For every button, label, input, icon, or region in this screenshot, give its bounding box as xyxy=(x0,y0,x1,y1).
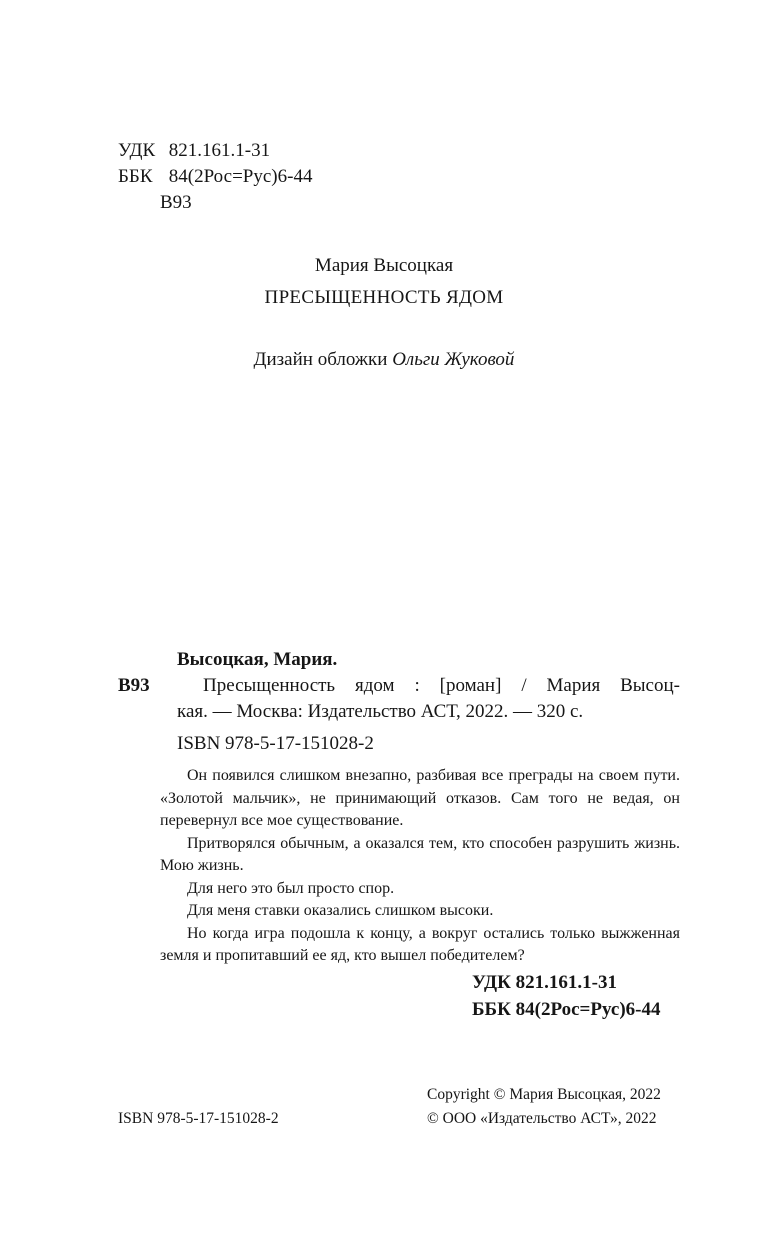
annotation-paragraph: Притворялся обычным, а оказался тем, кто способен разрушить жизнь. Мою жизнь. xyxy=(160,834,680,874)
catalog-bbk: ББК 84(2Рос=Рус)6-44 xyxy=(472,999,661,1020)
bbk-line xyxy=(118,164,312,190)
bbk-value: 84(2Рос=Рус)6-44 xyxy=(168,166,313,187)
annotation-paragraph: Но когда игра подошла к концу, а вокруг остались только выжженная земля и пропитавший ее яд, кто вышел победителем? xyxy=(160,924,680,964)
bbk-label: ББК xyxy=(118,166,153,187)
catalog-mark: В93 xyxy=(118,675,150,696)
book-author: Мария Высоцкая xyxy=(314,255,454,276)
catalog-isbn: ISBN 978-5-17-151028-2 xyxy=(177,733,374,754)
udk-label: УДК xyxy=(118,140,156,161)
udk-line xyxy=(118,138,270,164)
annotation-paragraph: Для него это был просто спор. xyxy=(187,879,395,897)
copyright-author: Copyright © Мария Высоцкая, 2022 xyxy=(427,1086,661,1103)
footer-isbn: ISBN 978-5-17-151028-2 xyxy=(118,1110,279,1127)
annotation-paragraph: Для меня ставки оказались слишком высоки. xyxy=(187,902,494,919)
cover-designer-name: Ольги Жуковой xyxy=(392,349,515,370)
catalog-author-heading: Высоцкая, Мария. xyxy=(177,649,338,670)
catalog-line-1: Пресыщенность ядом : [роман] / Мария Высоц- xyxy=(203,675,680,696)
book-title: ПРЕСЫЩЕННОСТЬ ЯДОМ xyxy=(264,287,504,308)
annotation-paragraph: Он появился слишком внезапно, разбивая все преграды на своем пути. «Золотой мальчик», не принимающий отказов. Сам того не ведая, он перевернул все мое существование. xyxy=(160,767,680,829)
catalog-line-2: кая. — Москва: Издательство АСТ, 2022. — 320 с. xyxy=(177,701,584,722)
copyright-publisher: © ООО «Издательство АСТ», 2022 xyxy=(427,1110,657,1127)
annotation xyxy=(160,765,680,968)
author-mark: В93 xyxy=(160,192,192,213)
catalog-udk: УДК 821.161.1-31 xyxy=(472,972,617,993)
udk-value: 821.161.1-31 xyxy=(168,140,271,161)
cover-design-prefix: Дизайн обложки xyxy=(253,349,388,370)
cover-design-credit xyxy=(0,348,768,372)
